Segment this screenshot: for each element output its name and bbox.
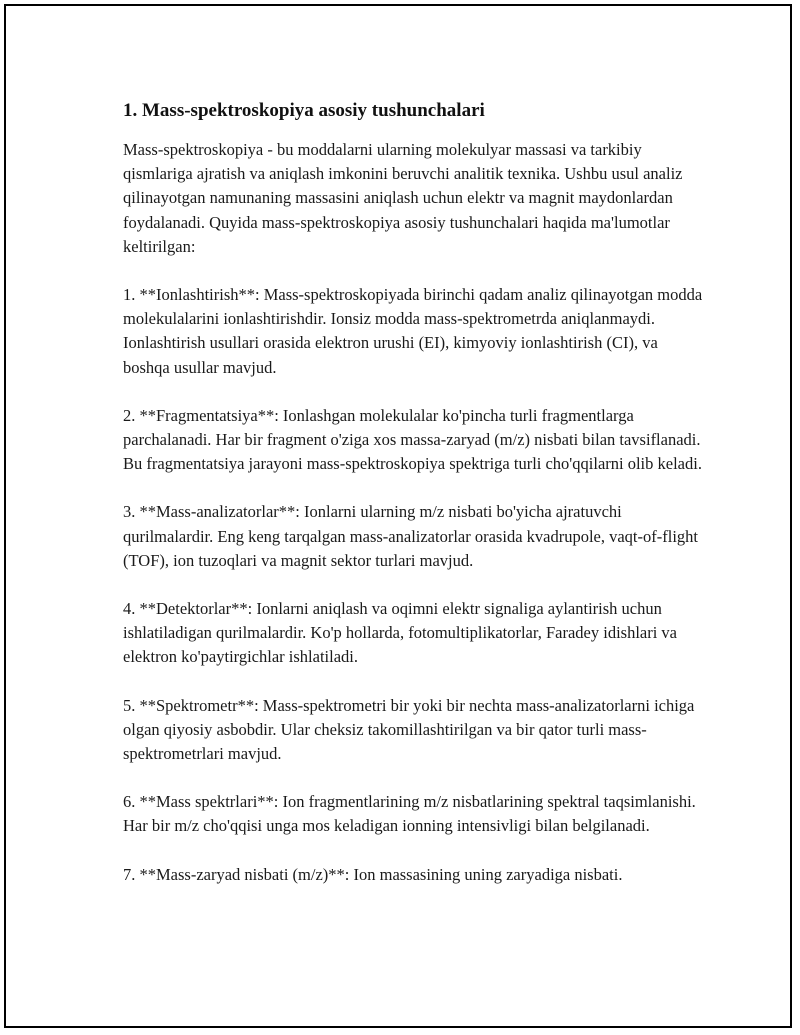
- document-body: [123, 98, 703, 911]
- document-title: 1. Mass-spektroskopiya asosiy tushunchalari: [123, 100, 485, 121]
- paragraph-fragmentatsiya: 2. **Fragmentatsiya**: Ionlashgan molekulalar ko'pincha turli fragmentlarga parchalanadi. Har bir fragment o'ziga xos massa-zaryad (m/z) nisbati bilan tavsiflanadi. Bu fragmentatsiya jarayoni mass-spektroskopiya spektriga turli cho'qqilarni olib keladi.: [123, 405, 702, 474]
- paragraph-mass-analizatorlar: 3. **Mass-analizatorlar**: Ionlarni ularning m/z nisbati bo'yicha ajratuvchi qurilmalardir. Eng keng tarqalgan mass-analizatorlar orasida kvadrupole, vaqt-of-flight (TOF), ion tuzoqlari va magnit sektor turlari mavjud.: [123, 502, 699, 570]
- page-frame: [4, 4, 792, 1028]
- paragraph-spektrometr: 5. **Spektrometr**: Mass-spektrometri bir yoki bir nechta mass-analizatorlarni ichiga olgan qiyosiy asbobdir. Ular cheksiz takomillashtirilgan va bir qator turli mass-spektrometrlari mavjud.: [123, 695, 695, 764]
- paragraph-mass-spektrlari: 6. **Mass spektrlari**: Ion fragmentlarining m/z nisbatlarining spektral taqsimlanishi. Har bir m/z cho'qqisi unga mos keladigan ionning intensivligi bilan belgilanadi.: [123, 792, 696, 836]
- paragraph-mass-zaryad-nisbati: 7. **Mass-zaryad nisbati (m/z)**: Ion massasining uning zaryadiga nisbati.: [123, 864, 623, 884]
- paragraph-detektorlar: 4. **Detektorlar**: Ionlarni aniqlash va oqimni elektr signaliga aylantirish uchun ishlatiladigan qurilmalardir. Ko'p hollarda, fotomultiplikatorlar, Faradey idishlari va elektron ko'paytirgichlar ishlatiladi.: [123, 599, 678, 667]
- paragraph-ionlashtirish: 1. **Ionlashtirish**: Mass-spektroskopiyada birinchi qadam analiz qilinayotgan modda molekulalarini ionlashtirishdir. Ionsiz modda mass-spektrometrda aniqlanmaydi. Ionlashtirish usullari orasida elektron urushi (EI), kimyoviy ionlashtirish (CI), va boshqa usullar mavjud.: [123, 285, 703, 377]
- intro-paragraph: Mass-spektroskopiya - bu moddalarni ularning molekulyar massasi va tarkibiy qismlariga ajratish va aniqlash imkonini beruvchi analitik texnika. Ushbu usul analiz qilinayotgan namunaning massasini aniqlash uchun elektr va magnit maydonlardan foydalanadi. Quyida mass-spektroskopiya asosiy tushunchalari haqida ma'lumotlar keltirilgan:: [123, 140, 683, 256]
